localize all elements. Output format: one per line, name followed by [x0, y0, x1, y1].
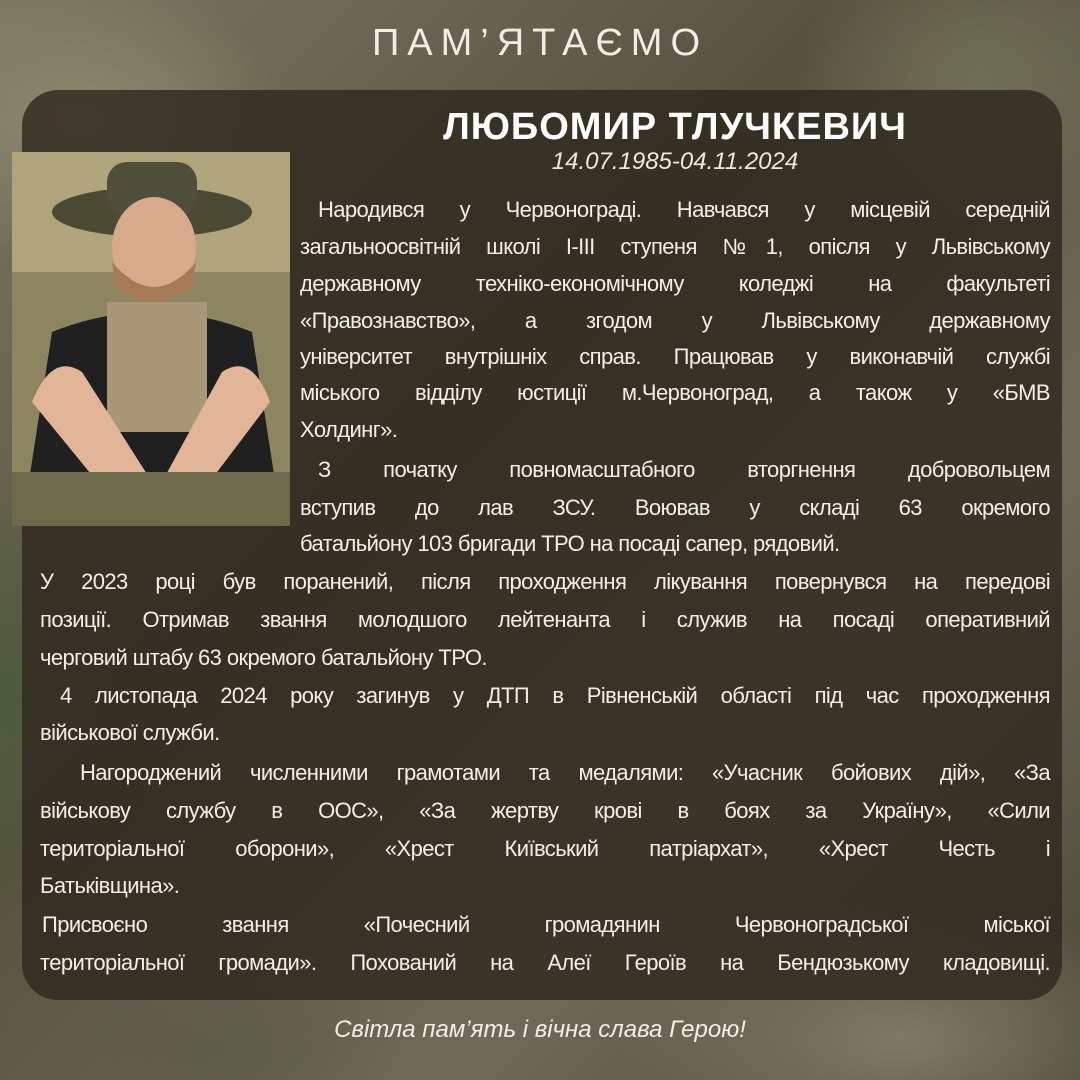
bio-line: У 2023 році був поранений, після проходження лікування повернувся на передові	[40, 569, 1050, 594]
bio-line: міського відділу юстиції м.Червоноград, а також у «БМВ	[300, 380, 1050, 405]
bio-line: черговий штабу 63 окремого батальйону ТРО.	[40, 645, 487, 670]
bio-line: територіальної оборони», «Хрест Київський патріархат», «Хрест Честь і	[40, 836, 1050, 861]
bio-line: вступив до лав ЗСУ. Воював у складі 63 окремого	[300, 495, 1050, 520]
bio-line: Присвоєно звання «Почесний громадянин Червоноградської міської	[42, 912, 1050, 937]
bio-line: З початку повномасштабного вторгнення добровольцем	[318, 457, 1050, 482]
bio-line: Батьківщина».	[40, 873, 180, 898]
portrait-photo	[12, 152, 290, 526]
bio-line: територіальної громади». Похований на Алеї Героїв на Бендюзькому кладовищі.	[40, 950, 1050, 975]
bio-line: військову службу в ООС», «За жертву крові в боях за Україну», «Сили	[40, 798, 1050, 823]
bio-line: військової служби.	[40, 720, 220, 745]
bio-line: Народився у Червонограді. Навчався у місцевій середній	[318, 197, 1050, 222]
bio-line: 4 листопада 2024 року загинув у ДТП в Рівненській області під час проходження	[60, 683, 1050, 708]
bio-line: батальйону 103 бригади ТРО на посаді сапер, рядовий.	[300, 531, 840, 556]
bio-line: «Правознавство», а згодом у Львівському державному	[300, 308, 1050, 333]
bio-line: Нагороджений численними грамотами та медалями: «Учасник бойових дій», «За	[80, 760, 1050, 785]
bio-line: позиції. Отримав звання молодшого лейтенанта і служив на посаді оперативний	[40, 607, 1050, 632]
bio-line: державному техніко-економічному коледжі на факультеті	[300, 271, 1050, 296]
hero-name: ЛЮБОМИР ТЛУЧКЕВИЧ	[443, 106, 907, 148]
footer-tribute: Світла пам’ять і вічна слава Герою!	[334, 1016, 746, 1043]
bio-line: загальноосвітній школі I-III ступеня №1, опісля у Львівському	[300, 234, 1050, 259]
bio-line: університет внутрішніх справ. Працював у виконавчій службі	[300, 344, 1050, 369]
page-title: ПАМ’ЯТАЄМО	[371, 22, 709, 64]
bio-line: Холдинг».	[300, 417, 398, 442]
life-dates: 14.07.1985-04.11.2024	[551, 148, 799, 175]
